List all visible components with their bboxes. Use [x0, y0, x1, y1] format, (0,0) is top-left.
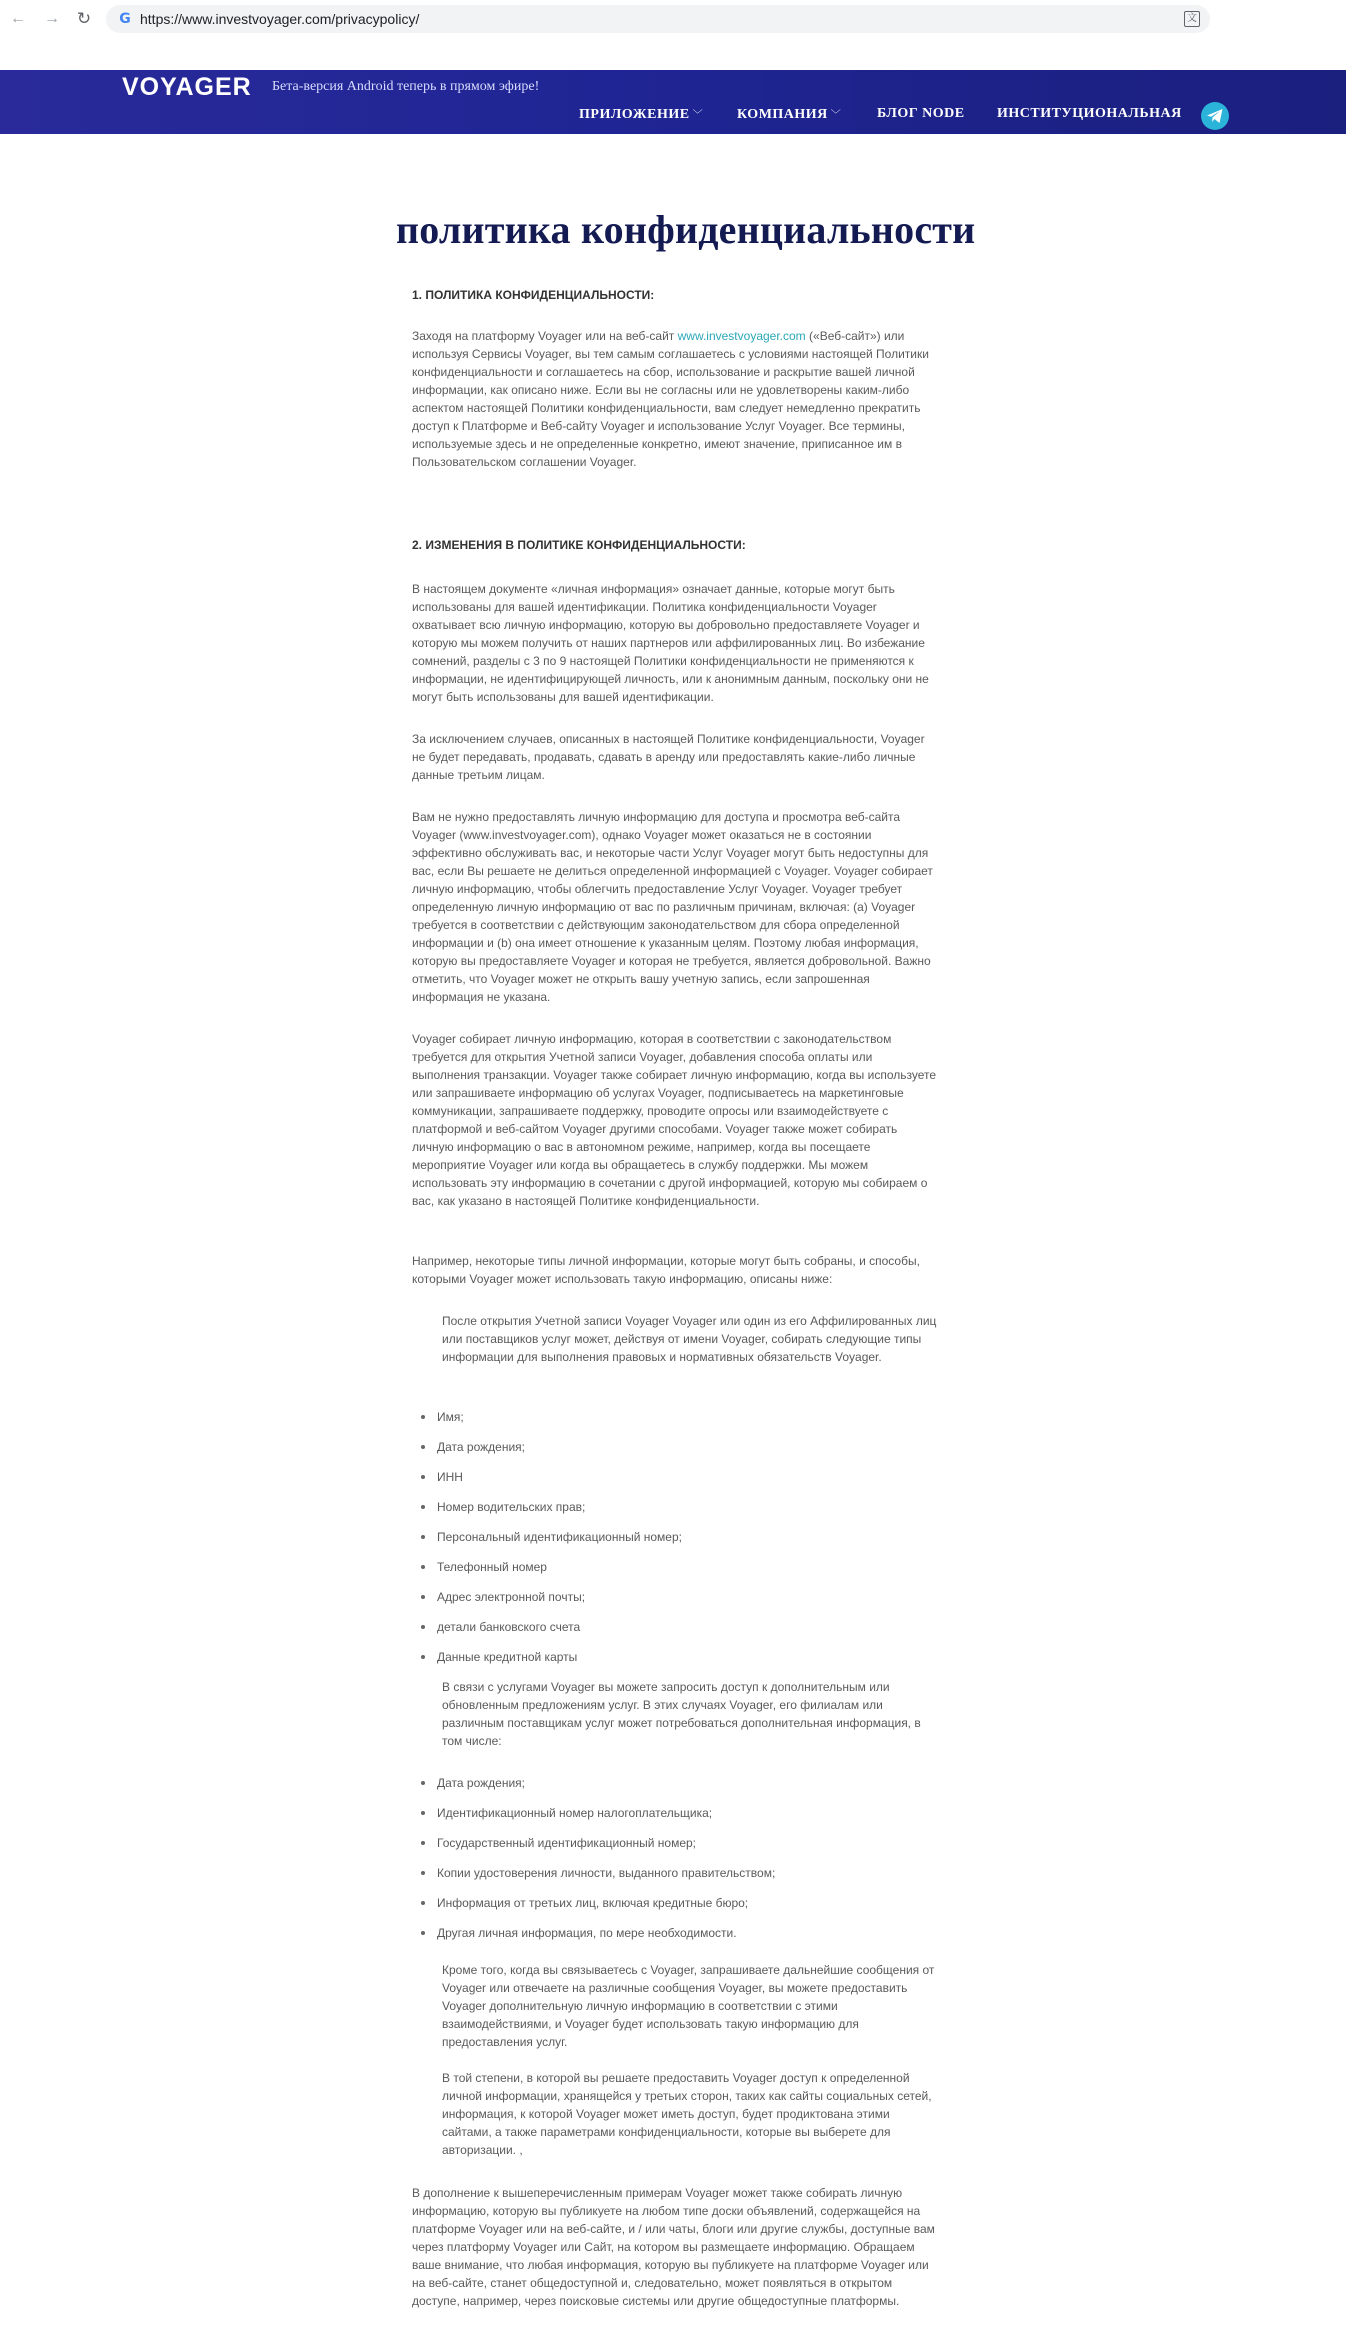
- section-1-heading: 1. ПОЛИТИКА КОНФИДЕНЦИАЛЬНОСТИ:: [412, 288, 655, 302]
- chevron-down-icon: ﹀: [830, 110, 842, 121]
- menu-item-institutional[interactable]: ИНСТИТУЦИОНАЛЬНАЯ: [997, 106, 1182, 121]
- browser-toolbar: [0, 0, 1346, 38]
- main-menu: [0, 106, 1346, 126]
- section-1-text-end: («Веб-сайт») или используя Сервисы Voyager, вы тем самым соглашаетесь с условиями настоящей Политики конфиденциальности и соглашаетесь на сбор, использование и раскрытие вашей личной информации, как описано ниже. Если вы не согласны или не удовлетворены каким-либо аспектом настоящей Политики конфиденциальности, вам следует немедленно прекратить доступ к Платформе и Веб-сайту Voyager и использование Услуг Voyager. Все термины, используемые здесь и не определенные конкретно, имеют значение, приписанное им в Пользовательском соглашении Voyager.: [412, 329, 929, 469]
- beta-announcement[interactable]: Бета-версия Android теперь в прямом эфире!: [272, 79, 540, 94]
- list-item: детали банковского счета: [412, 1618, 937, 1648]
- menu-item-company-label: КОМПАНИЯ: [737, 107, 828, 122]
- page-title: политика конфиденциальности: [396, 207, 976, 252]
- url-text[interactable]: https://www.investvoyager.com/privacypolicy/: [140, 11, 420, 27]
- list-item: Информация от третьих лиц, включая кредитные бюро;: [412, 1894, 937, 1924]
- collected-info-list: [412, 1408, 937, 1678]
- list-item: Дата рождения;: [412, 1438, 937, 1468]
- list-item: Идентификационный номер налогоплательщика;: [412, 1804, 937, 1834]
- section-2-heading: 2. ИЗМЕНЕНИЯ В ПОЛИТИКЕ КОНФИДЕНЦИАЛЬНОСТИ:: [412, 538, 746, 552]
- menu-item-app-label: ПРИЛОЖЕНИЕ: [579, 107, 690, 122]
- section-2-paragraph-5: Например, некоторые типы личной информации, которые могут быть собраны, и способы, которыми Voyager может использовать такую информацию, описаны ниже:: [412, 1254, 920, 1286]
- section-1-text-start: Заходя на платформу Voyager или на веб-сайт: [412, 329, 678, 343]
- website-link[interactable]: www.investvoyager.com: [677, 329, 806, 343]
- list-item: Телефонный номер: [412, 1558, 937, 1588]
- list-item: Имя;: [412, 1408, 937, 1438]
- list-item: Другая личная информация, по мере необходимости.: [412, 1924, 937, 1954]
- list-item: Адрес электронной почты;: [412, 1588, 937, 1618]
- translate-icon[interactable]: 文: [1184, 11, 1200, 27]
- back-arrow-icon[interactable]: ←: [10, 10, 26, 27]
- menu-item-company[interactable]: [737, 106, 841, 123]
- list-item: Дата рождения;: [412, 1774, 937, 1804]
- section-2-paragraph-3: Вам не нужно предоставлять личную информацию для доступа и просмотра веб-сайта Voyager (www.investvoyager.com), однако Voyager может оказаться не в состоянии эффективно обслуживать вас, и некоторые части Услуг Voyager могут быть недоступны для вас, если Вы решаете не делиться определенной информацией с Voyager. Voyager собирает личную информацию, чтобы облегчить предоставление Услуг Voyager. Voyager требует определенную личную информацию от вас по различным причинам, включая: (a) Voyager требуется в соответствии с действующим законодательством для сбора определенной информации и (b) она имеет отношение к указанным целям. Поэтому любая информация, которую вы предоставляете Voyager и которая не требуется, является добровольной. Важно отметить, что Voyager может не открыть вашу учетную запись, если запрошенная информация не указана.: [412, 810, 933, 1004]
- chevron-down-icon: ﹀: [692, 110, 704, 121]
- menu-item-blog[interactable]: БЛОГ NODE: [877, 106, 965, 121]
- list-item: Государственный идентификационный номер;: [412, 1834, 937, 1864]
- section-2-paragraph-4: Voyager собирает личную информацию, которая в соответствии с законодательством требуется для открытия Учетной записи Voyager, добавления способа оплаты или выполнения транзакции. Voyager также собирает личную информацию, когда вы используете или запрашиваете информацию об услугах Voyager, подписываетесь на маркетинговые коммуникации, запрашиваете поддержку, проводите опросы или взаимодействуете с платформой и веб-сайтом Voyager другими способами. Voyager также может собирать личную информацию о вас в автономном режиме, например, когда вы посещаете мероприятие Voyager или когда вы обращаетесь в службу поддержки. Мы можем использовать эту информацию в сочетании с другой информацией, которую мы собираем о вас, как указано в настоящей Политике конфиденциальности.: [412, 1032, 937, 1208]
- address-bar[interactable]: [106, 5, 1210, 33]
- section-2-paragraph-1: В настоящем документе «личная информация» означает данные, которые могут быть использованы для вашей идентификации. Политика конфиденциальности Voyager охватывает всю личную информацию, которую вы добровольно предоставляете Voyager и которую мы можем получить от наших партнеров или аффилированных лиц. Во избежание сомнений, разделы с 3 по 9 настоящей Политики конфиденциальности не применяются к информации, не идентифицирующей личность, или к анонимным данным, поскольку они не могут быть использованы для вашей идентификации.: [412, 582, 929, 704]
- list-item: Персональный идентификационный номер;: [412, 1528, 937, 1558]
- site-header: [0, 70, 1346, 134]
- reload-icon[interactable]: ↻: [76, 9, 92, 28]
- menu-item-app[interactable]: [579, 106, 703, 123]
- telegram-icon[interactable]: [1201, 102, 1229, 130]
- section-1-paragraph: [412, 327, 937, 471]
- third-party-info-paragraph: В той степени, в которой вы решаете предоставить Voyager доступ к определенной личной информации, хранящейся у третьих сторон, таких как сайты социальных сетей, информация, к которой Voyager может иметь доступ, будет продиктована этими сайтами, а также параметрами конфиденциальности, которые вы выберете для авторизации. ,: [442, 2071, 932, 2157]
- additional-info-list: [412, 1774, 937, 1954]
- forward-arrow-icon[interactable]: →: [44, 10, 60, 27]
- contact-info-paragraph: Кроме того, когда вы связываетесь с Voyager, запрашиваете дальнейшие сообщения от Voyager или отвечаете на различные сообщения Voyager, вы можете предоставить Voyager дополнительную личную информацию в соответствии с этими взаимодействиями, и Voyager будет использовать такую информацию для предоставления услуг.: [442, 1963, 935, 2049]
- list-item: Копии удостоверения личности, выданного правительством;: [412, 1864, 937, 1894]
- section-2-paragraph-2: За исключением случаев, описанных в настоящей Политике конфиденциальности, Voyager не будет передавать, продавать, сдавать в аренду или предоставлять какие-либо личные данные третьим лицам.: [412, 732, 925, 782]
- list-item: ИНН: [412, 1468, 937, 1498]
- collected-info-intro: После открытия Учетной записи Voyager Voyager или один из его Аффилированных лиц или поставщиков услуг может, действуя от имени Voyager, собирать следующие типы информации для выполнения правовых и нормативных обязательств Voyager.: [442, 1314, 937, 1364]
- google-icon: G: [119, 11, 131, 27]
- list-item: Данные кредитной карты: [412, 1648, 937, 1678]
- list-item: Номер водительских прав;: [412, 1498, 937, 1528]
- voyager-logo[interactable]: VOYAGER: [122, 73, 252, 101]
- additional-info-intro: В связи с услугами Voyager вы можете запросить доступ к дополнительным или обновленным предложениям услуг. В этих случаях Voyager, его филиалам или различным поставщикам услуг может потребоваться дополнительная информация, в том числе:: [442, 1680, 921, 1748]
- section-2-paragraph-6: В дополнение к вышеперечисленным примерам Voyager может также собирать личную информацию, которую вы публикуете на любом типе доски объявлений, содержащейся на платформе Voyager или на веб-сайте, и / или чаты, блоги или другие службы, доступные вам через платформу Voyager или Сайт, на котором вы размещаете информацию. Обращаем ваше внимание, что любая информация, которую вы публикуете на платформе Voyager или на веб-сайте, станет общедоступной и, следовательно, может появляться в открытом доступе, например, через поисковые системы или другие общедоступные платформы.: [412, 2186, 935, 2308]
